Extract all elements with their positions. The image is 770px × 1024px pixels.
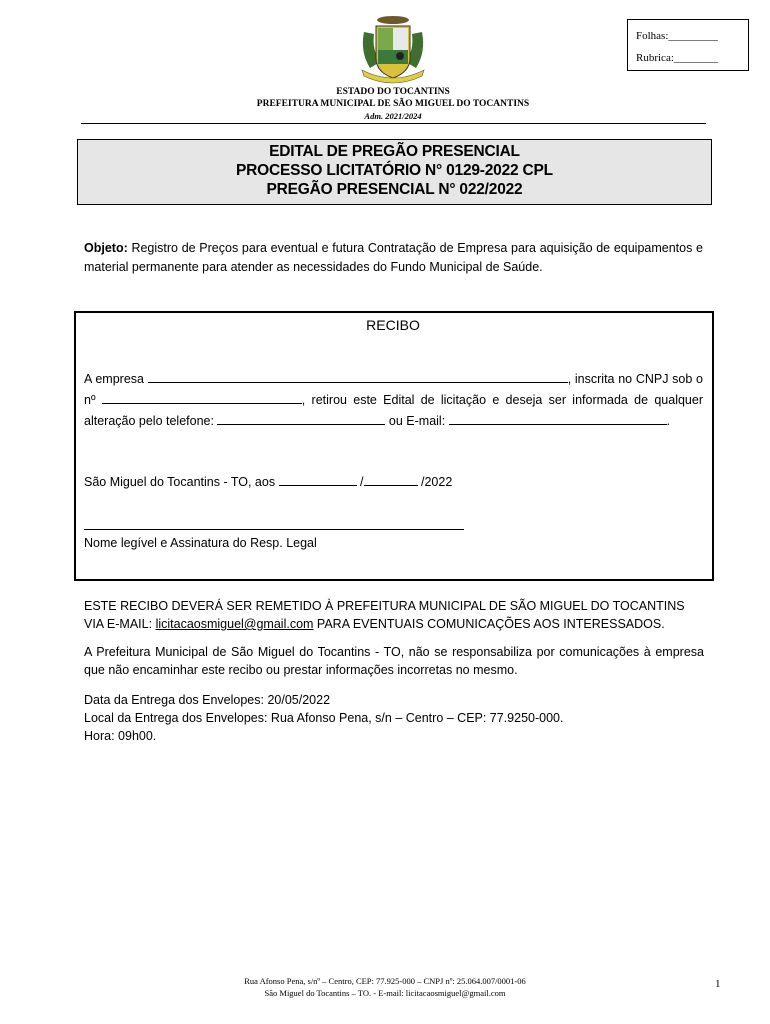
edital-title-box [77, 139, 712, 205]
recibo-text-1: A empresa [84, 372, 148, 386]
date-text-a: São Miguel do Tocantins - TO, aos [84, 475, 279, 489]
objeto-text: Registro de Preços para eventual e futura Contratação de Empresa para aquisição de equipamentos e material permanente para atender as necessidades do Fundo Municipal de Saúde. [84, 241, 703, 274]
rubrica-field: Rubrica:________ [636, 52, 718, 64]
recibo-text-4: ou E-mail: [385, 414, 449, 428]
email-blank[interactable] [449, 411, 667, 425]
signature-label: Nome legível e Assinatura do Resp. Legal [84, 536, 317, 550]
title-line-1: EDITAL DE PREGÃO PRESENCIAL [269, 143, 520, 160]
delivery-time: Hora: 09h00. [84, 729, 157, 743]
date-text-b: / [356, 475, 364, 489]
delivery-place: Local da Entrega dos Envelopes: Rua Afonso Pena, s/n – Centro – CEP: 77.9250-000. [84, 711, 564, 725]
phone-blank[interactable] [217, 411, 385, 425]
objeto-paragraph [84, 239, 703, 276]
recibo-date-line [84, 472, 703, 493]
objeto-label: Objeto: [84, 241, 128, 255]
title-line-3: PREGÃO PRESENCIAL N° 022/2022 [266, 181, 523, 198]
recibo-text-5: . [666, 414, 671, 428]
signature-line[interactable] [84, 529, 464, 530]
notice-text-a: ESTE RECIBO DEVERÁ SER REMETIDO À PREFEITURA MUNICIPAL DE SÃO MIGUEL DO TOCANTINS VIA E-MAIL: [84, 599, 685, 631]
notice-text-b: PARA EVENTUAIS COMUNICAÇÕES AOS INTERESSADOS. [313, 617, 665, 631]
email-link[interactable]: licitacaosmiguel@gmail.com [155, 617, 314, 631]
month-blank[interactable] [364, 472, 418, 486]
recibo-company-paragraph [84, 369, 703, 432]
recibo-title: RECIBO [366, 317, 420, 333]
recibo-text-3: , retirou este Edital de licitação e deseja ser informada de qualquer alteração pelo telefone: [84, 393, 703, 428]
municipal-crest-logo [356, 14, 430, 84]
state-name: ESTADO DO TOCANTINS [336, 87, 450, 97]
footer-contact: São Miguel do Tocantins – TO. - E-mail: licitacaosmiguel@gmail.com [264, 988, 506, 998]
folhas-field: Folhas:_________ [636, 30, 718, 42]
date-text-c: /2022 [417, 475, 453, 489]
prefeitura-name: PREFEITURA MUNICIPAL DE SÃO MIGUEL DO TOCANTINS [256, 99, 530, 109]
delivery-date: Data da Entrega dos Envelopes: 20/05/2022 [84, 693, 331, 707]
day-blank[interactable] [279, 472, 357, 486]
delivery-info [84, 691, 704, 745]
cnpj-blank[interactable] [102, 390, 302, 404]
remittance-notice [84, 597, 704, 633]
administration-period: Adm. 2021/2024 [364, 111, 422, 121]
page-number: 1 [715, 978, 721, 990]
company-name-blank[interactable] [148, 369, 568, 383]
footer-address: Rua Afonso Pena, s/nº – Centro, CEP: 77.925-000 – CNPJ nº: 25.064.007/0001-06 [244, 976, 526, 986]
folhas-rubrica-box [627, 19, 749, 71]
recibo-text-2: , inscrita no CNPJ sob o nº [84, 372, 703, 407]
responsibility-notice: A Prefeitura Municipal de São Miguel do Tocantins - TO, não se responsabiliza por comunicações à empresa que não encaminhar este recibo ou prestar informações incorretas no mesmo. [84, 645, 704, 677]
title-line-2: PROCESSO LICITATÓRIO N° 0129-2022 CPL [236, 162, 553, 179]
header-divider [81, 123, 706, 124]
